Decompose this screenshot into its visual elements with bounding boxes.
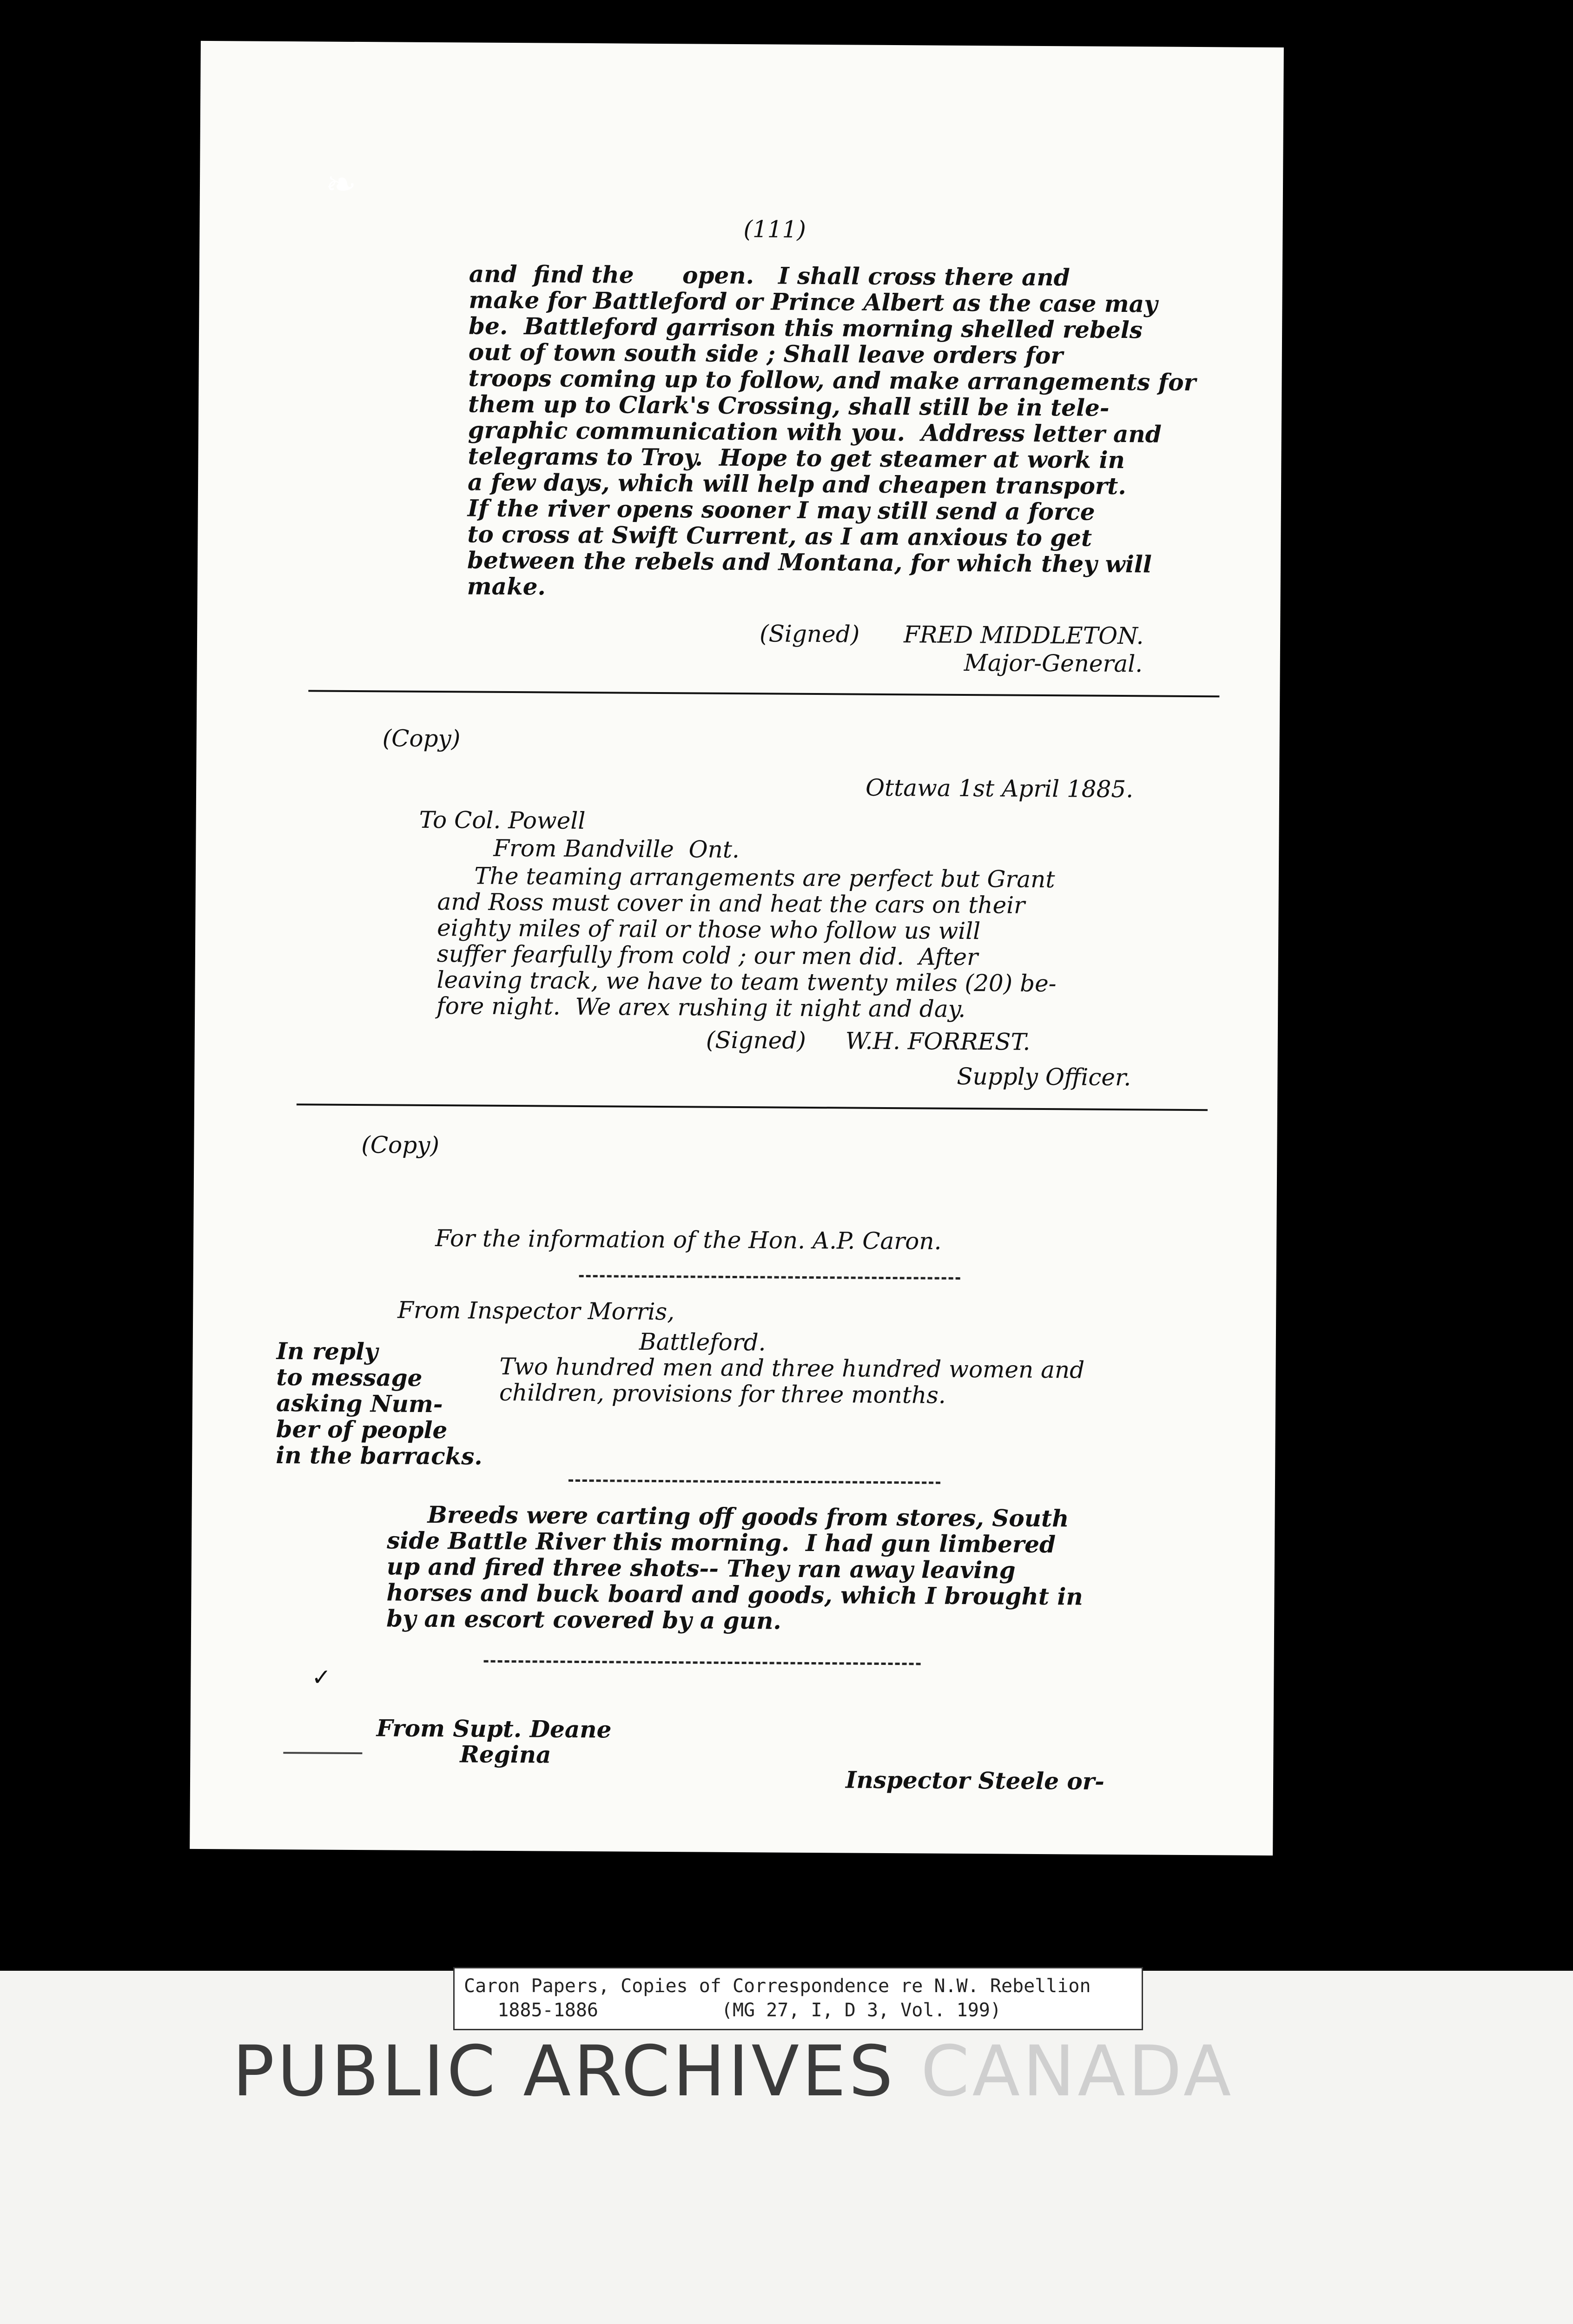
text-line: troops coming up to follow, and make arrangements for <box>468 364 1196 396</box>
text-line: in the barracks. <box>276 1441 483 1470</box>
divider-rule <box>308 690 1219 697</box>
scan-mark: ❧ <box>325 163 357 206</box>
signer-name: W.H. FORREST. <box>845 1027 1031 1056</box>
final-recipient: Inspector Steele or- <box>845 1766 1105 1795</box>
text-line: telegrams to Troy. Hope to get steamer at work in <box>468 442 1125 474</box>
text-line: horses and buck board and goods, which I brought in <box>386 1578 1083 1611</box>
report-text <box>386 1501 1084 1636</box>
text-line: children, provisions for three months. <box>499 1379 946 1409</box>
information-line: For the information of the Hon. A.P. Caron. <box>435 1225 942 1255</box>
letter-body <box>436 863 1057 1023</box>
text-line: leaving track, we have to team twenty miles (20) be- <box>436 966 1057 997</box>
signer-title: Supply Officer. <box>957 1063 1131 1091</box>
text-line: by an escort covered by a gun. <box>386 1604 782 1635</box>
divider-rule <box>297 1103 1208 1111</box>
letter-sender: From Inspector Morris, <box>397 1296 675 1326</box>
dashed-separator <box>568 1479 940 1484</box>
text-line: to cross at Swift Current, as I am anxious to get <box>467 520 1092 552</box>
text-line: make. <box>467 572 546 601</box>
signer-title: Major-General. <box>964 649 1143 678</box>
signed-label: (Signed) <box>706 1026 806 1054</box>
signer-name: FRED MIDDLETON. <box>903 621 1144 650</box>
text-line: suffer fearfully from cold ; our men did. After <box>436 940 978 971</box>
letter-place: Battleford. <box>639 1328 766 1356</box>
text-line: up and fired three shots-- They ran away leaving <box>386 1552 1016 1584</box>
text-line: to message <box>276 1363 423 1392</box>
dashed-separator <box>579 1275 960 1280</box>
text-line: ber of people <box>276 1415 448 1444</box>
text-line: between the rebels and Montana, for which they will <box>467 546 1152 578</box>
ink-mark: ✓ <box>311 1664 331 1691</box>
text-line: fore night. We arex rushing it night and day. <box>436 992 966 1023</box>
text-line: them up to Clark's Crossing, shall still be in tele- <box>468 390 1110 422</box>
text-line: eighty miles of rail or those who follow us will <box>437 914 981 945</box>
ink-mark <box>283 1752 362 1754</box>
text-line: asking Num- <box>276 1389 443 1418</box>
letter-body <box>467 261 1197 604</box>
text-line: If the river opens sooner I may still send a force <box>467 494 1095 526</box>
text-line: and find the open. I shall cross there and <box>469 260 1070 291</box>
final-place: Regina <box>460 1740 551 1769</box>
text-line: make for Battleford or Prince Albert as the case may <box>469 286 1158 318</box>
signed-label: (Signed) <box>759 620 860 648</box>
reply-text <box>499 1353 1084 1409</box>
copy-label: (Copy) <box>382 725 461 753</box>
text-line: and Ross must cover in and heat the cars on their <box>437 888 1025 919</box>
letter-date: Ottawa 1st April 1885. <box>865 774 1134 803</box>
archive-stamp: PUBLIC ARCHIVES CANADA <box>232 2031 1234 2112</box>
archive-catalog-label <box>453 1967 1143 2030</box>
catalog-text: Caron Papers, Copies of Correspondence re N.W. Rebellion 1885-1886 (MG 27, I, D 3, Vol. 199) <box>464 1975 1091 2021</box>
letter-recipient: To Col. Powell <box>419 806 586 835</box>
text-line: In reply <box>276 1337 378 1366</box>
letter-sender: From Bandville Ont. <box>493 834 740 864</box>
text-line: Breeds were carting off goods from stores, South <box>387 1500 1069 1532</box>
text-line: Two hundred men and three hundred women and <box>499 1353 1085 1384</box>
dashed-separator <box>484 1660 921 1665</box>
text-line: The teaming arrangements are perfect but Grant <box>437 862 1055 893</box>
text-line: a few days, which will help and cheapen transport. <box>467 468 1126 500</box>
text-line: out of town south side ; Shall leave orders for <box>468 338 1063 370</box>
margin-note <box>276 1338 483 1470</box>
text-line: side Battle River this morning. I had gun limbered <box>387 1526 1056 1558</box>
text-line: be. Battleford garrison this morning shelled rebels <box>468 312 1143 344</box>
document-page <box>190 41 1284 1855</box>
page-number: (111) <box>743 216 806 243</box>
text-line: graphic communication with you. Address letter and <box>468 416 1162 448</box>
copy-label: (Copy) <box>361 1131 440 1159</box>
final-sender: From Supt. Deane <box>376 1714 612 1743</box>
